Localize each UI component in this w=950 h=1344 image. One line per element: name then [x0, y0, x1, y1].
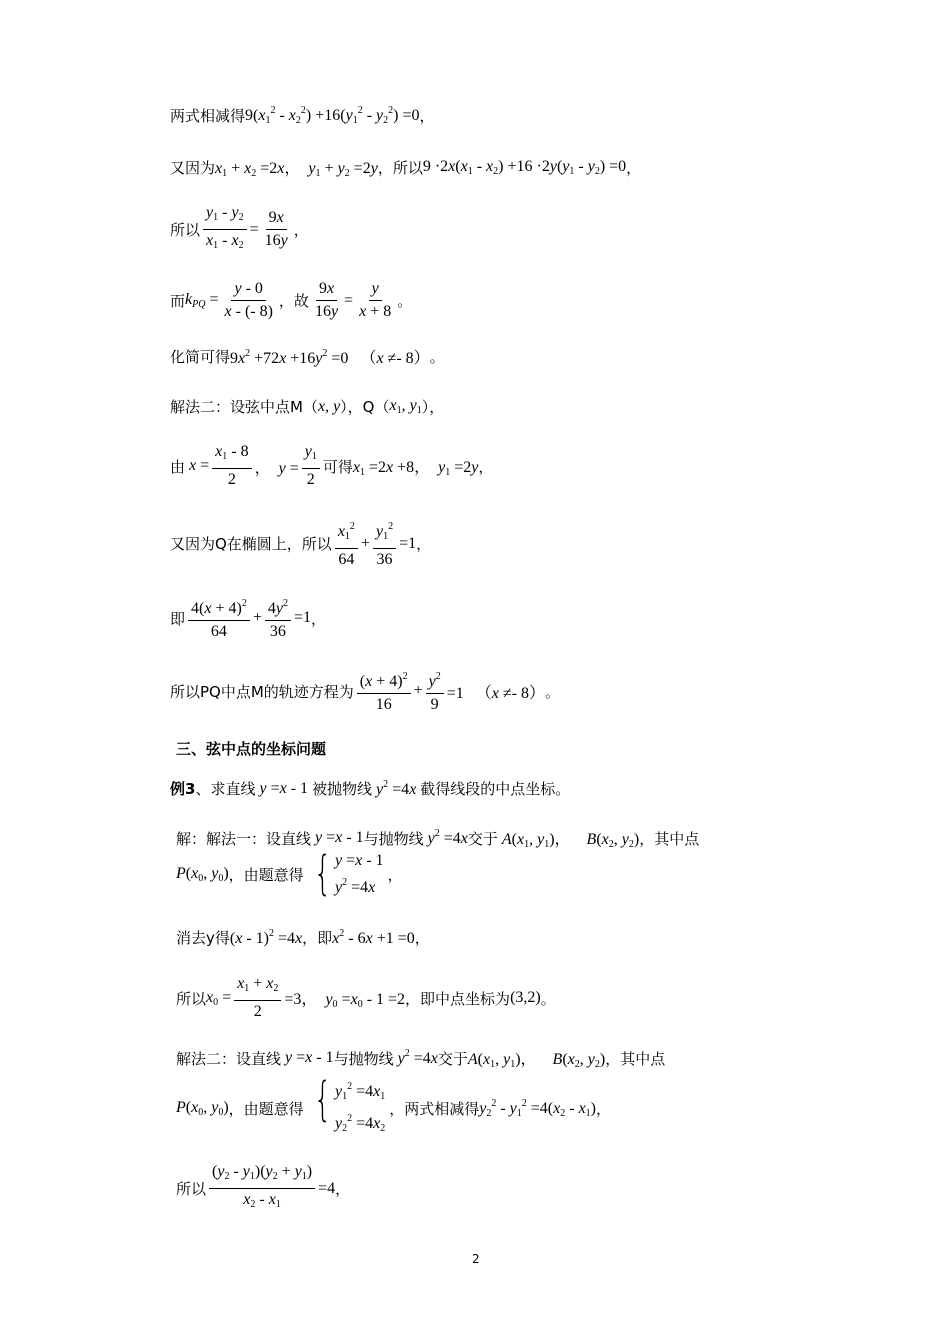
text: 。	[429, 348, 445, 366]
formula: $y^2 =4x$	[376, 778, 417, 798]
text: 解法二：设直线	[176, 1049, 282, 1068]
text: 即	[170, 609, 186, 628]
text: 化简可得	[170, 348, 231, 366]
equation-system: { y =x - 1 $y^2 =4x$	[313, 846, 384, 900]
text: ，其中点	[639, 829, 700, 848]
text: 与抛物线	[363, 829, 424, 848]
text: 所以	[170, 221, 201, 239]
formula: y =x - 1	[259, 779, 313, 797]
line-1	[170, 105, 435, 126]
formula: $9x^2 +72x +16y^2 =0$ （x ≠- 8）	[230, 348, 430, 367]
formula: y =x - 1	[315, 829, 364, 846]
text: 与抛物线	[333, 1049, 394, 1068]
formula: $x_1$, $y_1$	[389, 397, 422, 416]
fraction: $\frac{x_1 + x_2}{2}$	[234, 975, 281, 1021]
formula: $9(x_1^2 - x_2^2) +16(y_1^2 - y_2^2) =0$	[245, 105, 420, 126]
text: 两式相减得	[170, 107, 246, 125]
text: ，	[478, 457, 494, 476]
fraction: $\frac{(x + 4)^2}{16}$	[357, 668, 411, 714]
text: ，由题意得	[228, 866, 304, 884]
text: 消去y得	[176, 929, 230, 947]
text: 又因为Q在椭圆上，所以	[170, 535, 332, 553]
fraction: $\frac{x_1^2}{64}$	[335, 518, 358, 569]
example-3	[170, 778, 570, 799]
formula: $k_{PQ}$ =	[185, 291, 219, 310]
fraction: $\frac{4y^2}{36}$	[265, 595, 291, 641]
fraction: $\frac{(y_2 - y_1)(y_2 + y_1)}{x_2 - x_1}$	[209, 1163, 315, 1214]
example-label: 例3	[170, 780, 196, 798]
text: 所以	[176, 989, 207, 1008]
formula: $x_0$ =	[206, 988, 232, 1008]
text: ），	[421, 398, 445, 416]
fraction: $\frac{y_1}{2}$	[302, 443, 320, 489]
text: 可得	[322, 457, 353, 476]
fraction: $\frac{y}{x + 8}$	[359, 280, 392, 320]
text: ，	[596, 1099, 612, 1118]
text: 解法二：设弦中点M（	[170, 398, 318, 416]
text: ，由题意得	[228, 1099, 304, 1118]
fraction: $\frac{9x}{16y}$	[314, 280, 339, 320]
text: 。	[397, 292, 413, 310]
text: ，	[387, 866, 403, 884]
text: ），Q（	[340, 398, 390, 416]
formula: (3,2)	[510, 989, 541, 1006]
formula: $P(x_0$, $y_0$)	[176, 1098, 229, 1118]
fraction: $\frac{x_1 - 8}{2}$	[212, 443, 251, 489]
solution2-line-1	[176, 1046, 665, 1070]
page-number: 2	[472, 1252, 480, 1266]
line-2	[170, 155, 641, 179]
text: ，	[416, 535, 432, 553]
text: ，	[293, 221, 309, 239]
formula: =3， $y_0 =x_0 - 1 =2$	[284, 991, 406, 1010]
text: ，	[335, 1180, 351, 1198]
line-6	[170, 396, 444, 417]
text: ，	[419, 107, 435, 125]
text: 所以	[176, 1180, 207, 1198]
line-4: 而 $k_{PQ}$ = $\frac{y - 0}{x - (- 8)}$ ，故 $\frac{9x}{16y}$ = $\frac{y}{x + 8}$ 。	[170, 280, 413, 320]
fraction: $\frac{9x}{16y}$	[264, 209, 288, 249]
formula: ， y =	[254, 459, 299, 477]
text: ，	[310, 609, 326, 628]
solution1-line-3	[176, 927, 430, 948]
solution1-line-1	[176, 826, 699, 850]
line-8: 又因为Q在椭圆上，所以 $\frac{x_1^2}{64}$ + $\frac{y_1^2}{36}$ =1 ，	[170, 518, 431, 569]
formula: $x_1 =2x +8$， $y_1 =2y$	[352, 459, 479, 478]
text: 、求直线	[195, 780, 256, 798]
text: 由	[170, 457, 186, 476]
line-7	[170, 443, 493, 489]
formula: $x^2 - 6x +1 =0$	[332, 927, 415, 947]
line-9: 即 $\frac{4(x + 4)^2}{64}$ + $\frac{4y^2}{36}$ =1 ，	[170, 595, 326, 641]
formula: $x_1 + x_2 =2x$， $y_1 + y_2 =2y$	[215, 160, 378, 179]
text: ，所以	[377, 158, 423, 177]
formula: $y^2 =4x$	[397, 1048, 438, 1067]
text: ，两式相减得	[389, 1099, 480, 1118]
text: 被抛物线	[312, 780, 373, 798]
formula: $y^2 =4x$	[427, 828, 468, 847]
formula: $A(x_1$, $y_1$)， $B(x_2$, $y_2$)	[501, 831, 640, 850]
text: 交于	[467, 829, 498, 848]
text: 解：解法一：设直线	[176, 829, 312, 848]
formula: $A(x_1$, $y_1$)， $B(x_2$, $y_2$)	[467, 1051, 606, 1070]
solution2-line-3: 所以 $\frac{(y_2 - y_1)(y_2 + y_1)}{x_2 - x_1}$ =4 ，	[176, 1163, 350, 1214]
text: 所以PQ中点M的轨迹方程为	[170, 682, 354, 701]
formula: $9 \cdot 2x(x_1 - x_2) +16 \cdot 2y(y_1 - y_2) =0$	[422, 157, 627, 177]
text: 而	[170, 292, 186, 310]
fraction: $\frac{4(x + 4)^2}{64}$	[188, 595, 250, 641]
text: ，其中点	[605, 1049, 666, 1068]
line-5	[170, 345, 445, 368]
solution2-line-2	[176, 1072, 612, 1140]
text: 截得线段的中点坐标。	[420, 780, 571, 798]
fraction: $\frac{y_1 - y_2}{x_1 - x_2}$	[203, 204, 247, 255]
solution1-line-4	[176, 975, 556, 1021]
formula: (x - 1)$^2$ =4x	[229, 927, 303, 947]
heading-text: 三、弦中点的坐标问题	[176, 740, 327, 758]
fraction: $\frac{y^2}{9}$	[426, 668, 444, 714]
equation-system: { $y_1^2 =4x_1$ $y_2^2 =4x_2$	[313, 1072, 386, 1134]
text: 交于	[437, 1049, 468, 1068]
text: ，	[414, 929, 430, 947]
text: ，	[626, 158, 642, 177]
text: ，即中点坐标为	[405, 989, 511, 1008]
formula: $y_2^2 - y_1^2 =4(x_2 - x_1)$	[479, 1097, 596, 1119]
section-heading	[176, 738, 326, 759]
formula: $P(x_0$, $y_0$)	[176, 865, 229, 884]
fraction: $\frac{y - 0}{x - (- 8)}$	[224, 280, 273, 320]
line-10: 所以PQ中点M的轨迹方程为 $\frac{(x + 4)^2}{16}$ + $\frac{y^2}{9}$ =1 （x ≠- 8） 。	[170, 668, 560, 714]
solution1-line-2	[176, 846, 403, 900]
text: ，故	[278, 292, 309, 310]
formula: x =	[189, 457, 210, 474]
formula: x, y	[317, 397, 341, 415]
text: 。	[545, 682, 561, 701]
line-3: 所以 $\frac{y_1 - y_2}{x_1 - x_2}$ = $\frac{9x}{16y}$ ，	[170, 204, 309, 255]
text: 又因为	[170, 158, 216, 177]
text: ，即	[302, 929, 333, 947]
fraction: $\frac{y_1^2}{36}$	[373, 518, 396, 569]
formula: y =x - 1	[285, 1049, 334, 1066]
text: 。	[540, 989, 556, 1008]
